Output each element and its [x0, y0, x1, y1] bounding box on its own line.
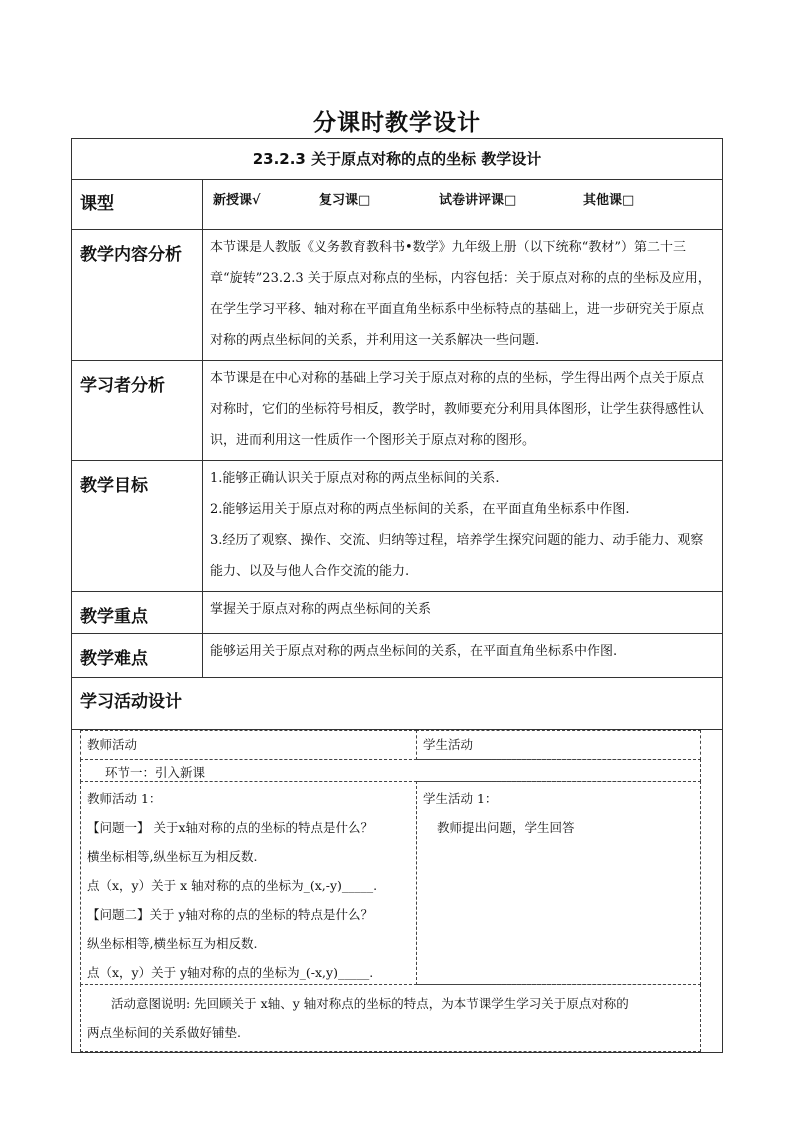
student-activity-title: 学生活动 1：	[423, 791, 498, 806]
student-activity-header: 学生活动	[416, 730, 701, 760]
lesson-type-options	[203, 180, 723, 230]
option-exam-review-lesson: 试卷讲评课□	[439, 193, 517, 208]
key-points-label: 教学重点	[72, 592, 203, 634]
objectives-list	[203, 461, 723, 592]
teacher-activity-box	[80, 781, 417, 985]
student-activity-box	[416, 781, 701, 985]
objectives-label: 教学目标	[72, 461, 203, 592]
question-two: 【问题二】关于 y轴对称的点的坐标的特点是什么？	[87, 907, 374, 922]
learner-analysis-label: 学习者分析	[72, 361, 203, 461]
document-title: 分课时教学设计	[313, 110, 481, 136]
answer-one: 横坐标相等,纵坐标互为相反数.	[87, 849, 258, 864]
objective-item: 2.能够运用关于原点对称的两点坐标间的关系，在平面直角坐标系中作图.	[210, 502, 630, 517]
key-points-text: 掌握关于原点对称的两点坐标间的关系	[203, 592, 723, 634]
lesson-plan-table	[71, 138, 723, 1053]
difficulties-text: 能够运用关于原点对称的两点坐标间的关系，在平面直角坐标系中作图.	[203, 634, 723, 678]
stage-one-label: 环节一：引入新课	[80, 759, 701, 782]
teacher-activity-header: 教师活动	[80, 730, 417, 760]
objective-item: 3.经历了观察、操作、交流、归纳等过程，培养学生探究问题的能力、动手能力、观察能力、以及与他人合作交流的能力.	[210, 533, 704, 579]
lesson-type-label: 课型	[72, 180, 203, 230]
option-review-lesson: 复习课□	[319, 193, 371, 208]
content-analysis-label: 教学内容分析	[72, 230, 203, 361]
content-analysis-text: 本节课是人教版《义务教育教科书•数学》九年级上册（以下统称“教材”）第二十三章“旋转”23.2.3 关于原点对称点的坐标，内容包括：关于原点对称的点的坐标及应用，在学生学习平移、轴对称在平面直角坐标系中坐标特点的基础上，进一步研究关于原点对称的两点坐标间的关系，并利用这一关系解决一些问题.	[203, 230, 723, 361]
option-other-lesson: 其他课□	[583, 193, 635, 208]
difficulties-label: 教学难点	[72, 634, 203, 678]
activity-intent-line2: 两点坐标间的关系做好铺垫.	[87, 1025, 241, 1040]
objective-item: 1.能够正确认识关于原点对称的两点坐标间的关系.	[210, 471, 500, 486]
activity-intent-line1: 活动意图说明: 先回顾关于 x轴、y 轴对称点的坐标的特点，为本节课学生学习关于原点对称的	[111, 996, 629, 1011]
activity-intent-box	[80, 984, 701, 1052]
teacher-activity-title: 教师活动 1：	[87, 791, 162, 806]
fill-in-x-axis: 点（x，y）关于 x 轴对称的点的坐标为_(x,-y)_____.	[87, 878, 378, 893]
learner-analysis-text: 本节课是在中心对称的基础上学习关于原点对称的点的坐标，学生得出两个点关于原点对称时，它们的坐标符号相反，教学时，教师要充分利用具体图形，让学生获得感性认识，进而利用这一性质作一个图形关于原点对称的图形。	[203, 361, 723, 461]
student-activity-text: 教师提出问题，学生回答	[437, 820, 575, 835]
activity-design-area	[72, 730, 723, 1053]
lesson-title: 23.2.3 关于原点对称的点的坐标 教学设计	[72, 139, 723, 180]
option-new-lesson: 新授课√	[213, 193, 261, 208]
activity-design-heading: 学习活动设计	[72, 678, 723, 730]
question-one: 【问题一】 关于x轴对称的点的坐标的特点是什么？	[87, 820, 374, 835]
answer-two: 纵坐标相等,横坐标互为相反数.	[87, 936, 258, 951]
fill-in-y-axis: 点（x，y）关于 y轴对称的点的坐标为_(-x,y)_____.	[87, 965, 374, 980]
